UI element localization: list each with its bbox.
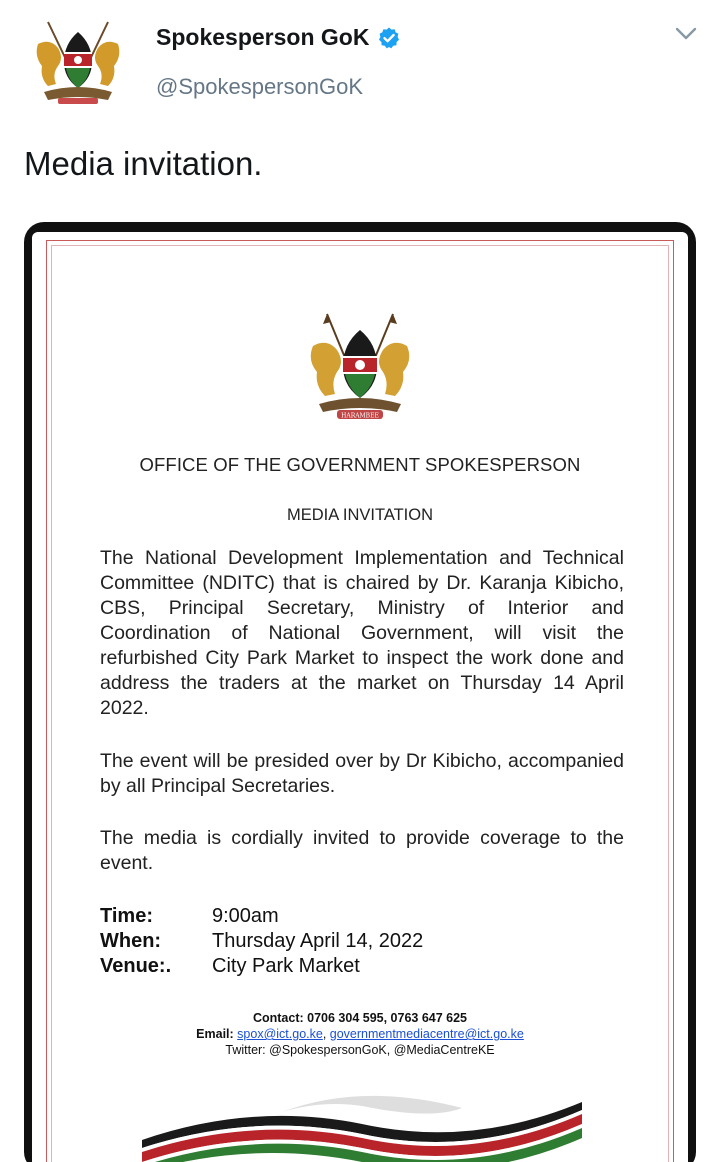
email-link-media-centre[interactable]: governmentmediacentre@ict.go.ke: [329, 1027, 524, 1041]
user-handle[interactable]: @SpokespersonGoK: [156, 74, 364, 99]
email-link-spox[interactable]: spox@ict.go.ke: [237, 1027, 323, 1041]
event-details: [100, 904, 423, 979]
contact-email-line: [32, 1026, 688, 1042]
venue-label: Venue:.: [100, 955, 172, 977]
time-value: 9:00am: [212, 905, 279, 927]
display-name-row: [156, 24, 401, 51]
tweet-media-image[interactable]: [24, 222, 696, 1162]
tweet-header: [0, 0, 720, 120]
when-row: [100, 929, 423, 954]
chevron-down-icon[interactable]: [674, 26, 698, 42]
invitation-paragraph-1: The National Development Implementation and Technical Committee (NDITC) that is chaired by Dr. Karanja Kibicho, CBS, Principal Secretary, Ministry of Interior and Coordination of National Government, will visit the refurbished City Park Market to inspect the work done and address the traders at the market on Thursday 14 April 2022.: [100, 547, 624, 719]
invitation-paragraph-3: The media is cordially invited to provide coverage to the event.: [100, 827, 624, 874]
email-separator: ,: [322, 1027, 330, 1041]
coat-of-arms-icon: [305, 310, 415, 422]
media-invitation-document: [32, 232, 688, 1162]
when-label: When:: [100, 930, 162, 952]
display-name[interactable]: Spokesperson GoK: [156, 24, 370, 50]
invitation-title: MEDIA INVITATION: [286, 506, 434, 524]
when-value: Thursday April 14, 2022: [212, 930, 424, 952]
time-row: [100, 904, 423, 929]
time-label: Time:: [100, 905, 153, 927]
email-label: Email:: [196, 1027, 234, 1041]
venue-value: City Park Market: [212, 955, 360, 977]
coat-of-arms-avatar-icon[interactable]: [28, 14, 128, 106]
verified-badge-icon: [377, 26, 401, 50]
svg-text:HARAMBEE: HARAMBEE: [341, 412, 379, 420]
invitation-paragraph-2: The event will be presided over by Dr Kibicho, accompanied by all Principal Secretaries.: [100, 750, 624, 797]
contact-phone-line: Contact: 0706 304 595, 0763 647 625: [252, 1011, 468, 1025]
tweet-text: Media invitation.: [24, 145, 263, 182]
kenya-flag-ribbon-icon: [132, 1062, 592, 1162]
office-title: OFFICE OF THE GOVERNMENT SPOKESPERSON: [139, 454, 581, 475]
venue-row: [100, 954, 423, 979]
contact-block: [32, 1010, 688, 1058]
contact-twitter-line: Twitter: @SpokespersonGoK, @MediaCentreKE: [225, 1043, 495, 1057]
